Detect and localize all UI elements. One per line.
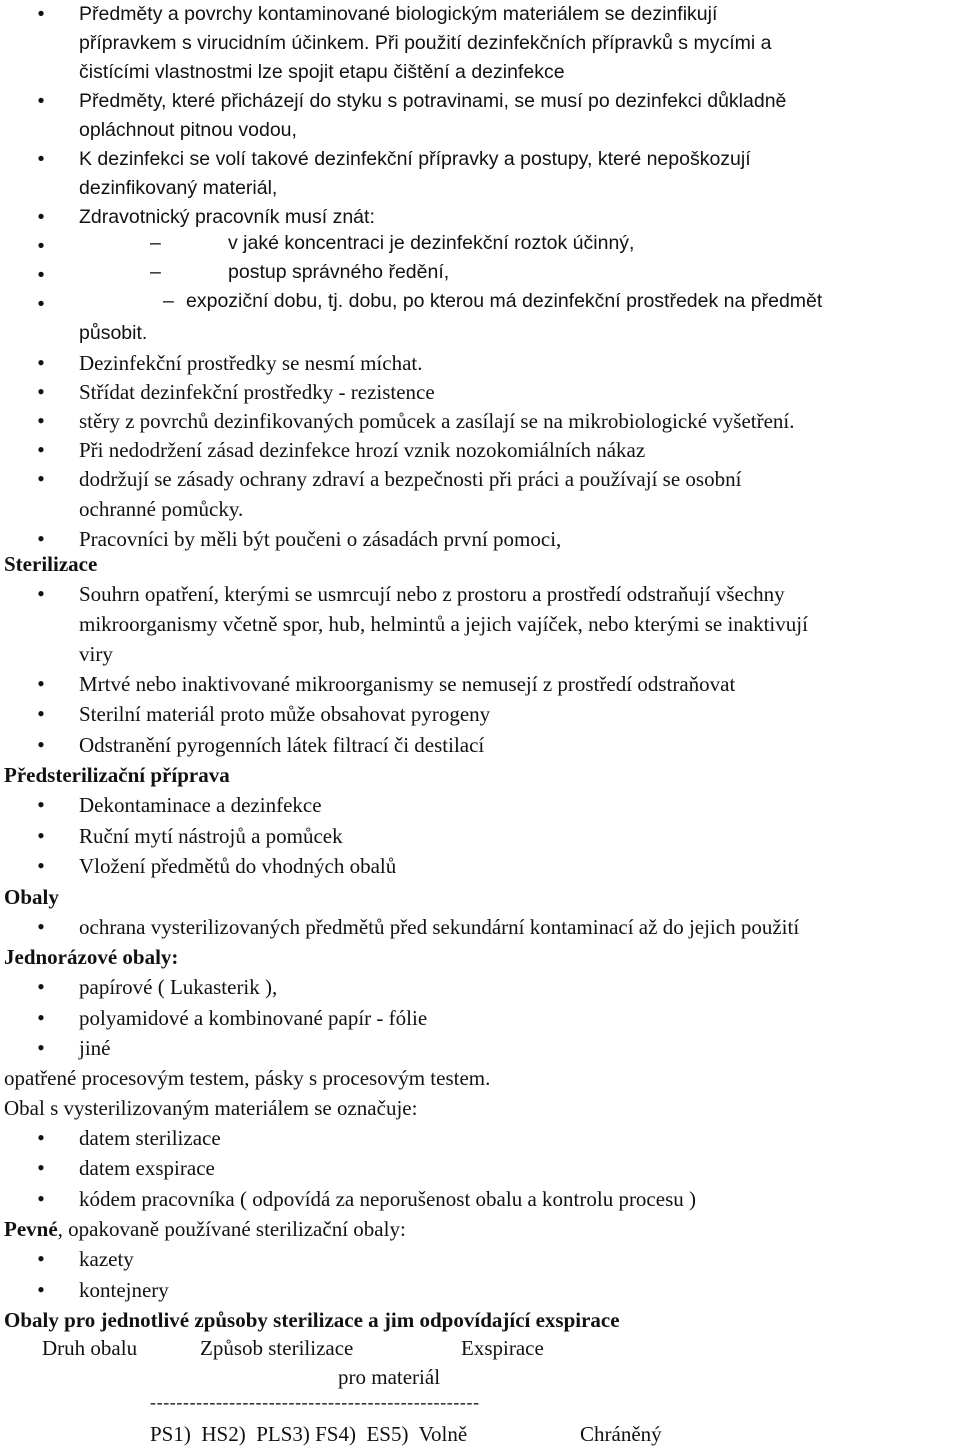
column-header-zpusob: Způsob sterilizace <box>200 1336 354 1360</box>
text-line: Vložení předmětů do vhodných obalů <box>79 854 397 878</box>
bullet-icon <box>34 699 48 729</box>
dash-mark: – <box>150 232 161 254</box>
text-line: datem exspirace <box>79 1156 215 1180</box>
text-line: Mrtvé nebo inaktivované mikroorganismy se nemusejí z prostředí odstraňovat <box>79 672 736 696</box>
bullet-icon <box>34 348 48 378</box>
bullet-icon <box>34 1184 48 1214</box>
section-heading: Sterilizace <box>4 552 98 576</box>
bullet-icon <box>34 790 48 820</box>
section-heading: Předsterilizační příprava <box>4 763 230 787</box>
text-line: Dezinfekční prostředky se nesmí míchat. <box>79 351 423 375</box>
column-header-exspirace: Exspirace <box>461 1336 544 1360</box>
table-chraneny: Chráněný <box>580 1422 662 1446</box>
text-line: opatřené procesovým testem, pásky s procesovým testem. <box>4 1066 491 1090</box>
dash-mark: – <box>163 290 174 312</box>
section-heading: Obaly pro jednotlivé způsoby sterilizace a jim odpovídající exspirace <box>4 1308 620 1332</box>
text-line: Střídat dezinfekční prostředky - rezistence <box>79 380 435 404</box>
text-line: ochrana vysterilizovaných předmětů před sekundární kontaminací až do jejich použití <box>79 915 800 939</box>
bullet-icon <box>34 972 48 1002</box>
text-line: kazety <box>79 1247 134 1271</box>
bullet-icon <box>34 377 48 407</box>
bullet-icon <box>34 435 48 465</box>
text-line: Dekontaminace a dezinfekce <box>79 793 322 817</box>
text-line: K dezinfekci se volí takové dezinfekční přípravky a postupy, které nepoškozují <box>79 148 751 170</box>
section-heading: Obaly <box>4 885 59 909</box>
bullet-icon <box>34 261 48 290</box>
text-line: mikroorganismy včetně spor, hub, helmintů a jejich vajíček, nebo kterými se inaktivují <box>79 612 808 636</box>
bullet-icon <box>34 730 48 760</box>
bullet-icon <box>34 1033 48 1063</box>
pevne-rest: , opakovaně používané sterilizační obaly: <box>57 1217 406 1241</box>
bullet-icon <box>34 464 48 494</box>
column-header-druh: Druh obalu <box>42 1336 138 1360</box>
text-line: viry <box>79 642 113 666</box>
dash-mark: – <box>150 261 161 283</box>
bullet-icon <box>34 821 48 851</box>
text-line: polyamidové a kombinované papír - fólie <box>79 1006 428 1030</box>
bullet-icon <box>34 579 48 609</box>
bullet-icon <box>34 1153 48 1183</box>
text-line: stěry z povrchů dezinfikovaných pomůcek a zasílají se na mikrobiologické vyšetření. <box>79 409 795 433</box>
text-line: opláchnout pitnou vodou, <box>79 119 297 141</box>
bullet-icon <box>34 203 48 232</box>
text-line: přípravkem s virucidním účinkem. Při použití dezinfekčních přípravků s mycími a <box>79 32 772 54</box>
section-heading: Jednorázové obaly: <box>4 945 179 969</box>
bullet-icon <box>34 669 48 699</box>
text-line: Souhrn opatření, kterými se usmrcují nebo z prostoru a prostředí odstraňují všechny <box>79 582 785 606</box>
bullet-icon <box>34 1123 48 1153</box>
bullet-icon <box>34 406 48 436</box>
bullet-icon <box>34 1003 48 1033</box>
table-rule: -------------------------------------------------- <box>150 1392 480 1412</box>
text-line: působit. <box>79 322 148 344</box>
text-line: ochranné pomůcky. <box>79 497 244 521</box>
dash-item-text: v jaké koncentraci je dezinfekční roztok účinný, <box>228 232 635 254</box>
pevne-intro <box>4 1214 406 1244</box>
dash-item-text: postup správného ředění, <box>228 261 450 283</box>
bullet-icon <box>34 1275 48 1305</box>
text-line: Předměty a povrchy kontaminované biologickým materiálem se dezinfikují <box>79 3 718 25</box>
text-line: čistícími vlastnostmi lze spojit etapu čištění a dezinfekce <box>79 61 565 83</box>
text-line: jiné <box>79 1036 111 1060</box>
text-line: dezinfikovaný materiál, <box>79 177 278 199</box>
bullet-icon <box>34 290 48 319</box>
table-codes: PS1) HS2) PLS3) FS4) ES5) Volně <box>150 1422 468 1446</box>
pevne-bold: Pevné <box>4 1217 58 1241</box>
text-line: kódem pracovníka ( odpovídá za neporušenost obalu a kontrolu procesu ) <box>79 1187 696 1211</box>
bullet-icon <box>34 145 48 174</box>
text-line: Obal s vysterilizovaným materiálem se označuje: <box>4 1096 418 1120</box>
text-line: Ruční mytí nástrojů a pomůcek <box>79 824 343 848</box>
text-line: papírové ( Lukasterik ), <box>79 975 278 999</box>
bullet-icon <box>34 912 48 942</box>
bullet-icon <box>34 232 48 261</box>
text-line: Předměty, které přicházejí do styku s potravinami, se musí po dezinfekci důkladně <box>79 90 787 112</box>
bullet-icon <box>34 0 48 29</box>
bullet-icon <box>34 1244 48 1274</box>
bullet-icon <box>34 851 48 881</box>
text-line: Zdravotnický pracovník musí znát: <box>79 206 375 228</box>
text-line: dodržují se zásady ochrany zdraví a bezpečnosti při práci a používají se osobní <box>79 467 742 491</box>
text-line: Při nedodržení zásad dezinfekce hrozí vznik nozokomiálních nákaz <box>79 438 646 462</box>
text-line: datem sterilizace <box>79 1126 221 1150</box>
dash-item-text: expoziční dobu, tj. dobu, po kterou má dezinfekční prostředek na předmět <box>186 290 823 312</box>
column-header-pro-material: pro materiál <box>338 1365 441 1389</box>
bullet-icon <box>34 87 48 116</box>
text-line: Odstranění pyrogenních látek filtrací či destilací <box>79 733 485 757</box>
text-line: kontejnery <box>79 1278 169 1302</box>
text-line: Pracovníci by měli být poučeni o zásadách první pomoci, <box>79 527 562 551</box>
text-line: Sterilní materiál proto může obsahovat pyrogeny <box>79 702 491 726</box>
